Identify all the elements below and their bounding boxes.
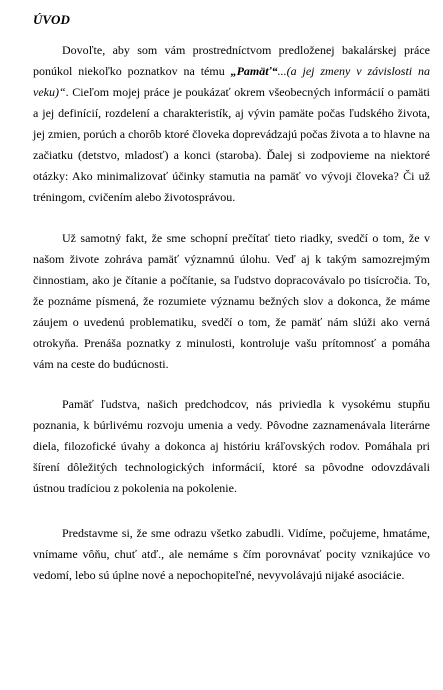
topic-subtitle: ...(a jej zmeny v závislosti na veku)“ bbox=[33, 64, 430, 99]
paragraph-2: Už samotný fakt, že sme schopní prečítať tieto riadky, svedčí o tom, že v našom živote zohráva pamäť významnú úlohu. Veď aj k takým samozrejmým činnostiam, ako je čítanie a počítanie, sa ľudstvo dopracovávalo po tisícročia. To, že poznáme písmená, že rozumiete významu bežných slov a dokonca, že máme záujem o uvedenú problematiku, svedčí o tom, že pamäť nám slúži ako verná otrokyňa. Prenáša poznatky z minulosti, kontroluje vašu prítomnosť a pomáha vám na ceste do budúcnosti. bbox=[33, 231, 430, 371]
paragraph-1-body: . Cieľom mojej práce je poukázať okrem všeobecných informácií o pamäti a jej definícií, rozdelení a charakteristík, aj vývin pamäte počas ľudského života, jej zmien, porúch a chorôb ktoré človeka doprevádzajú počas života a to hlavne na začiatku (detstvo, mladosť) a konci (staroba). Ďalej si zodpovieme na niektoré otázky: Ako minimalizovať účinky stamutia na pamäť vo vývoji človeka? Či už tréningom, cvičením alebo životosprávou. bbox=[33, 85, 430, 204]
paragraph-4: Predstavme si, že sme odrazu všetko zabudli. Vidíme, počujeme, hmatáme, vnímame vôňu, chuť atď., ale nemáme s čím porovnávať pocity vznikajúce vo vedomí, lebo sú úplne nové a nepochopiteľné, nevyvolávajú nijaké asociácie. bbox=[33, 526, 430, 582]
paragraph-1-intro: Dovoľte, aby som vám prostredníctvom predloženej bakalárskej práce ponúkol niekoľko poznatkov na tému bbox=[33, 43, 430, 78]
section-heading: ÚVOD bbox=[33, 12, 70, 27]
paragraph-1 bbox=[33, 40, 430, 208]
topic-title: „Pamäť“ bbox=[230, 64, 278, 78]
paragraph-3: Pamäť ľudstva, našich predchodcov, nás priviedla k vysokému stupňu poznania, k búrlivému rozvoju umenia a vedy. Pôvodne zaznamenávala literárne diela, filozofické úvahy a dokonca aj históriu kráľovských rodov. Pomáhala pri šírení dôležitých technologických informácií, ktoré sa pôvodne odovzdávali ústnou tradíciou z pokolenia na pokolenie. bbox=[33, 397, 430, 495]
